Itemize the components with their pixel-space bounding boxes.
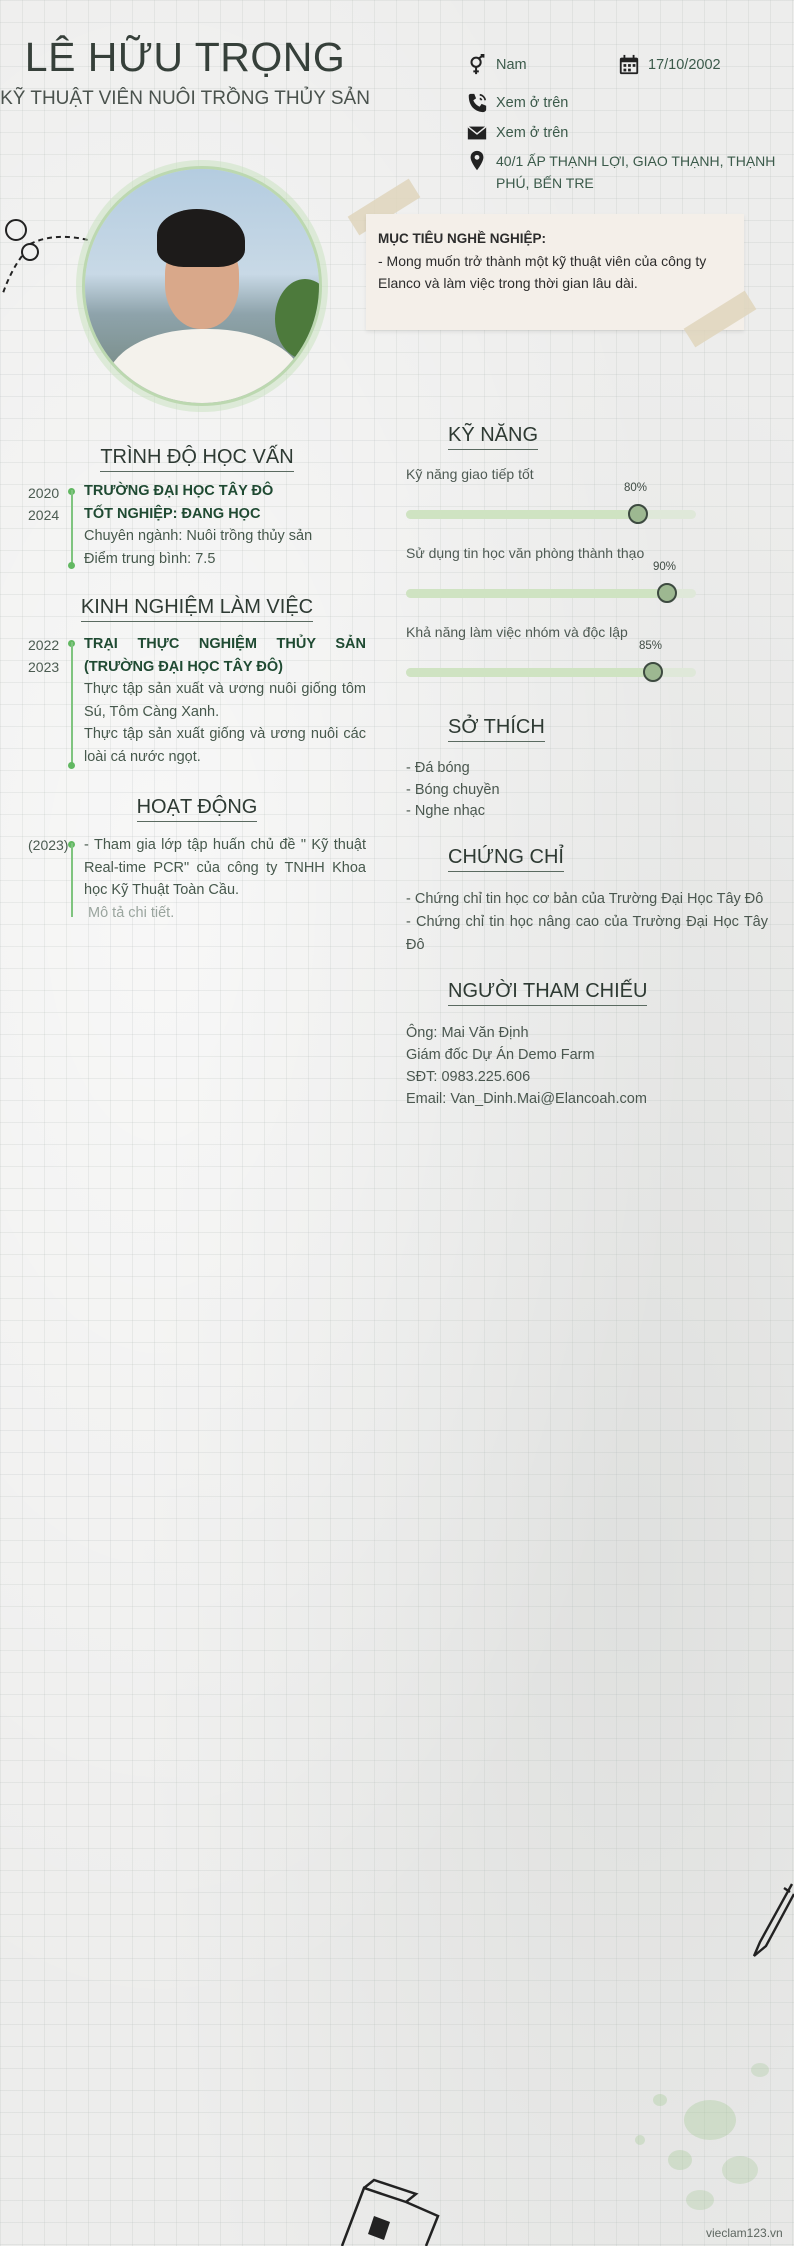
timeline-dot <box>68 762 75 769</box>
envelope-icon <box>466 122 488 144</box>
major: Chuyên ngành: Nuôi trồng thủy sản <box>84 528 313 544</box>
gpa: Điểm trung bình: 7.5 <box>84 550 216 567</box>
watermark-text: vieclam123.vn <box>706 2226 783 2240</box>
calendar-icon <box>618 54 640 76</box>
graduation-status: TỐT NGHIỆP: ĐANG HỌC <box>84 505 261 522</box>
certificate-item: - Chứng chỉ tin học cơ bản của Trường Đại Học Tây Đô <box>406 891 764 907</box>
skills-heading: KỸ NĂNG <box>448 424 538 450</box>
reference-details <box>406 1022 647 1110</box>
school-name: TRƯỜNG ĐẠI HỌC TÂY ĐÔ <box>84 483 274 499</box>
timeline-line <box>71 843 73 917</box>
skill-label: Sử dụng tin học văn phòng thành thạo <box>406 545 645 561</box>
timeline-line <box>71 642 73 766</box>
experience-start-year: 2022 <box>28 637 60 653</box>
timeline-line <box>71 490 73 568</box>
contact-email <box>466 122 568 144</box>
certificates-heading: CHỨNG CHỈ <box>448 846 564 872</box>
activity-text: - Tham gia lớp tập huấn chủ đề " Kỹ thuật Real-time PCR" của công ty TNHH Khoa học Kỹ Thuật Toàn Cầu. <box>84 837 366 898</box>
hobbies-heading: SỞ THÍCH <box>448 716 545 742</box>
experience-line-1: Thực tập sản xuất và ương nuôi giống tôm Sú, Tôm Càng Xanh. <box>84 681 366 720</box>
certificates-list <box>406 888 768 957</box>
reference-email: Email: Van_Dinh.Mai@Elancoah.com <box>406 1091 647 1107</box>
skill-percent-label: 80% <box>624 482 648 494</box>
hobby-item: - Bóng chuyền <box>406 781 500 798</box>
skill-level-knob <box>643 662 663 682</box>
skill-label: Kỹ năng giao tiếp tốt <box>406 466 534 482</box>
email-value: Xem ở trên <box>496 125 569 141</box>
objective-title: MỤC TIÊU NGHỀ NGHIỆP: <box>378 231 547 246</box>
activity-details <box>84 834 366 924</box>
address-value: 40/1 ẤP THẠNH LỢI, GIAO THẠNH, THẠNH PHÚ, BẾN TRE <box>496 153 776 191</box>
contact-address <box>466 150 784 194</box>
education-end-year: 2024 <box>28 507 60 523</box>
certificate-item: - Chứng chỉ tin học nâng cao của Trường Đại Học Tây Đô <box>406 914 768 953</box>
gender-icon <box>466 54 488 76</box>
objective-text: - Mong muốn trở thành một kỹ thuật viên của công ty Elanco và làm việc trong thời gian lâu dài. <box>378 253 707 291</box>
experience-end-year: 2023 <box>28 659 60 675</box>
career-objective-note <box>366 214 744 330</box>
job-title: KỸ THUẬT VIÊN NUÔI TRỒNG THỦY SẢN <box>0 88 370 109</box>
candidate-name: LÊ HỮU TRỌNG <box>24 34 346 80</box>
activity-detail: Mô tả chi tiết. <box>88 904 175 921</box>
skill-percent-label: 90% <box>653 561 677 573</box>
gender-value: Nam <box>496 57 527 73</box>
birthday-value: 17/10/2002 <box>648 57 721 73</box>
profile-photo <box>82 166 322 406</box>
reference-name: Ông: Mai Văn Định <box>406 1025 529 1041</box>
contact-birthday <box>618 54 721 76</box>
paint-splatter-decoration <box>600 2010 794 2246</box>
contact-gender <box>466 54 527 76</box>
skill-bar-fill <box>406 510 638 519</box>
hobby-item: - Đá bóng <box>406 760 470 776</box>
skill-bar-fill <box>406 668 653 677</box>
hobbies-list <box>406 758 500 823</box>
timeline-dot <box>68 562 75 569</box>
skill-level-knob <box>628 504 648 524</box>
skill-percent-label: 85% <box>639 640 663 652</box>
education-start-year: 2020 <box>28 485 60 501</box>
phone-icon <box>466 92 488 114</box>
location-pin-icon <box>466 150 488 172</box>
hobby-item: - Nghe nhạc <box>406 803 485 819</box>
pencil-doodle <box>748 1880 794 1960</box>
company-name: TRẠI THỰC NGHIỆM THỦY SẢN (TRƯỜNG ĐẠI HỌC TÂY ĐÔ) <box>84 636 366 675</box>
reference-phone: SĐT: 0983.225.606 <box>406 1069 531 1085</box>
education-details <box>84 480 370 570</box>
experience-line-2: Thực tập sản xuất giống và ương nuôi các loài cá nước ngọt. <box>84 726 366 765</box>
skill-label: Khả năng làm việc nhóm và độc lập <box>406 624 628 640</box>
education-heading: TRÌNH ĐỘ HỌC VẤN <box>100 446 293 472</box>
activities-heading: HOẠT ĐỘNG <box>137 796 258 822</box>
activity-year: (2023) <box>28 837 69 853</box>
experience-heading: KINH NGHIỆM LÀM VIỆC <box>81 596 313 622</box>
experience-details <box>84 633 366 768</box>
contact-phone <box>466 92 568 114</box>
references-heading: NGƯỜI THAM CHIẾU <box>448 980 647 1006</box>
skill-level-knob <box>657 583 677 603</box>
reference-position: Giám đốc Dự Án Demo Farm <box>406 1047 595 1063</box>
tape-dispenser-doodle <box>334 2176 444 2246</box>
skill-bar-fill <box>406 589 667 598</box>
phone-value: Xem ở trên <box>496 95 569 111</box>
